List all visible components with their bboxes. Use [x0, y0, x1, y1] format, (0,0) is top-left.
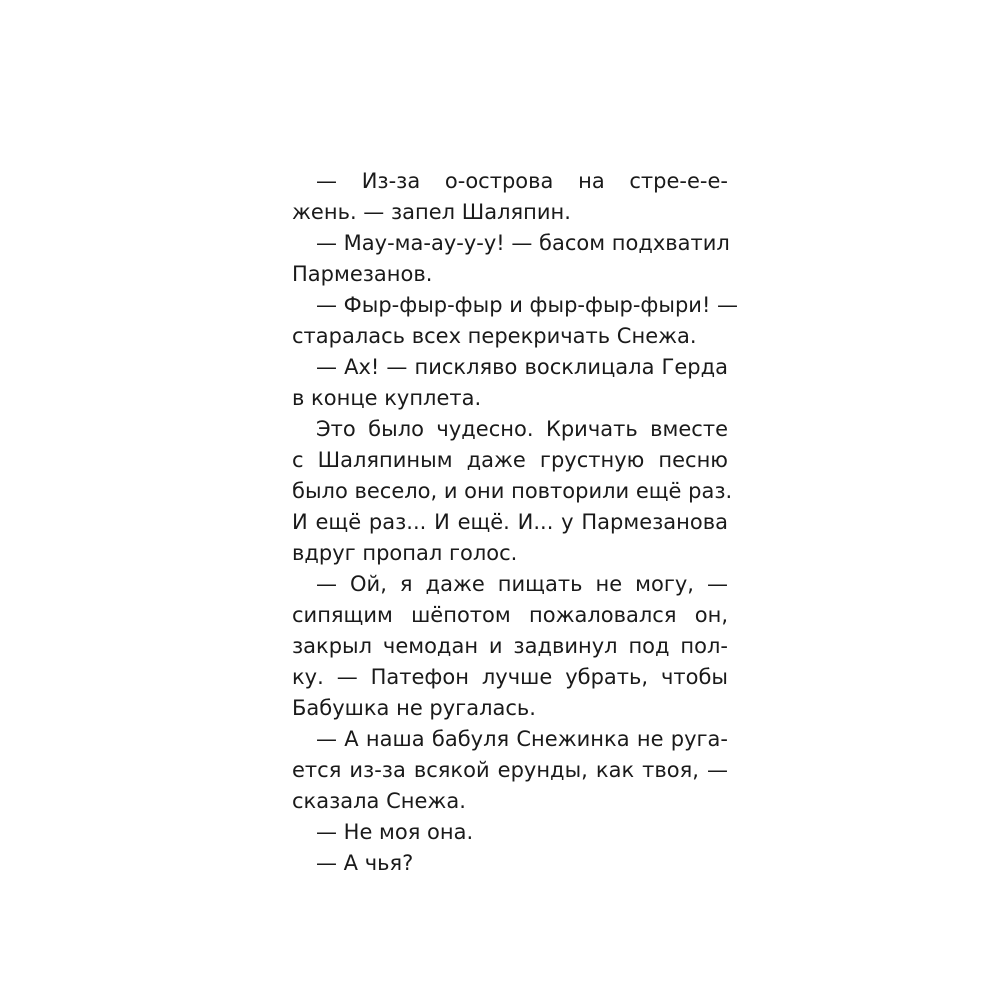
- page-text: [292, 166, 739, 879]
- text-line: — Фыр-фыр-фыр и фыр-фыр-фыри! —: [316, 293, 739, 317]
- text-line: старалась всех перекричать Снежа.: [292, 324, 697, 348]
- text-line: Бабушка не ругалась.: [292, 696, 536, 720]
- text-line: Это было чудесно. Кричать вместе: [316, 417, 728, 441]
- text-line: — Ой, я даже пищать не могу, —: [316, 572, 728, 596]
- text-line: Пармезанов.: [292, 262, 433, 286]
- text-line: ку. — Патефон лучше убрать, чтобы: [292, 665, 728, 689]
- text-line: жень. — запел Шаляпин.: [292, 200, 571, 224]
- text-line: было весело, и они повторили ещё раз.: [292, 479, 733, 503]
- text-line: закрыл чемодан и задвинул под пол-: [292, 634, 728, 658]
- text-line: сипящим шёпотом пожаловался он,: [292, 603, 728, 627]
- text-line: ется из-за всякой ерунды, как твоя, —: [292, 758, 728, 782]
- text-line: И ещё раз... И ещё. И... у Пармезанова: [292, 510, 728, 534]
- text-line: — А наша бабуля Снежинка не руга-: [316, 727, 728, 751]
- text-line: сказала Снежа.: [292, 789, 466, 813]
- text-line: — Не моя она.: [316, 820, 474, 844]
- text-line: с Шаляпиным даже грустную песню: [292, 448, 728, 472]
- text-line: вдруг пропал голос.: [292, 541, 518, 565]
- text-line: — Мау-ма-ау-у-у! — басом подхватил: [316, 231, 730, 255]
- text-line: в конце куплета.: [292, 386, 482, 410]
- text-line: — Ах! — пискляво восклицала Герда: [316, 355, 728, 379]
- text-line: — А чья?: [316, 851, 414, 875]
- text-line: — Из-за о-острова на стре-е-е-: [316, 169, 728, 193]
